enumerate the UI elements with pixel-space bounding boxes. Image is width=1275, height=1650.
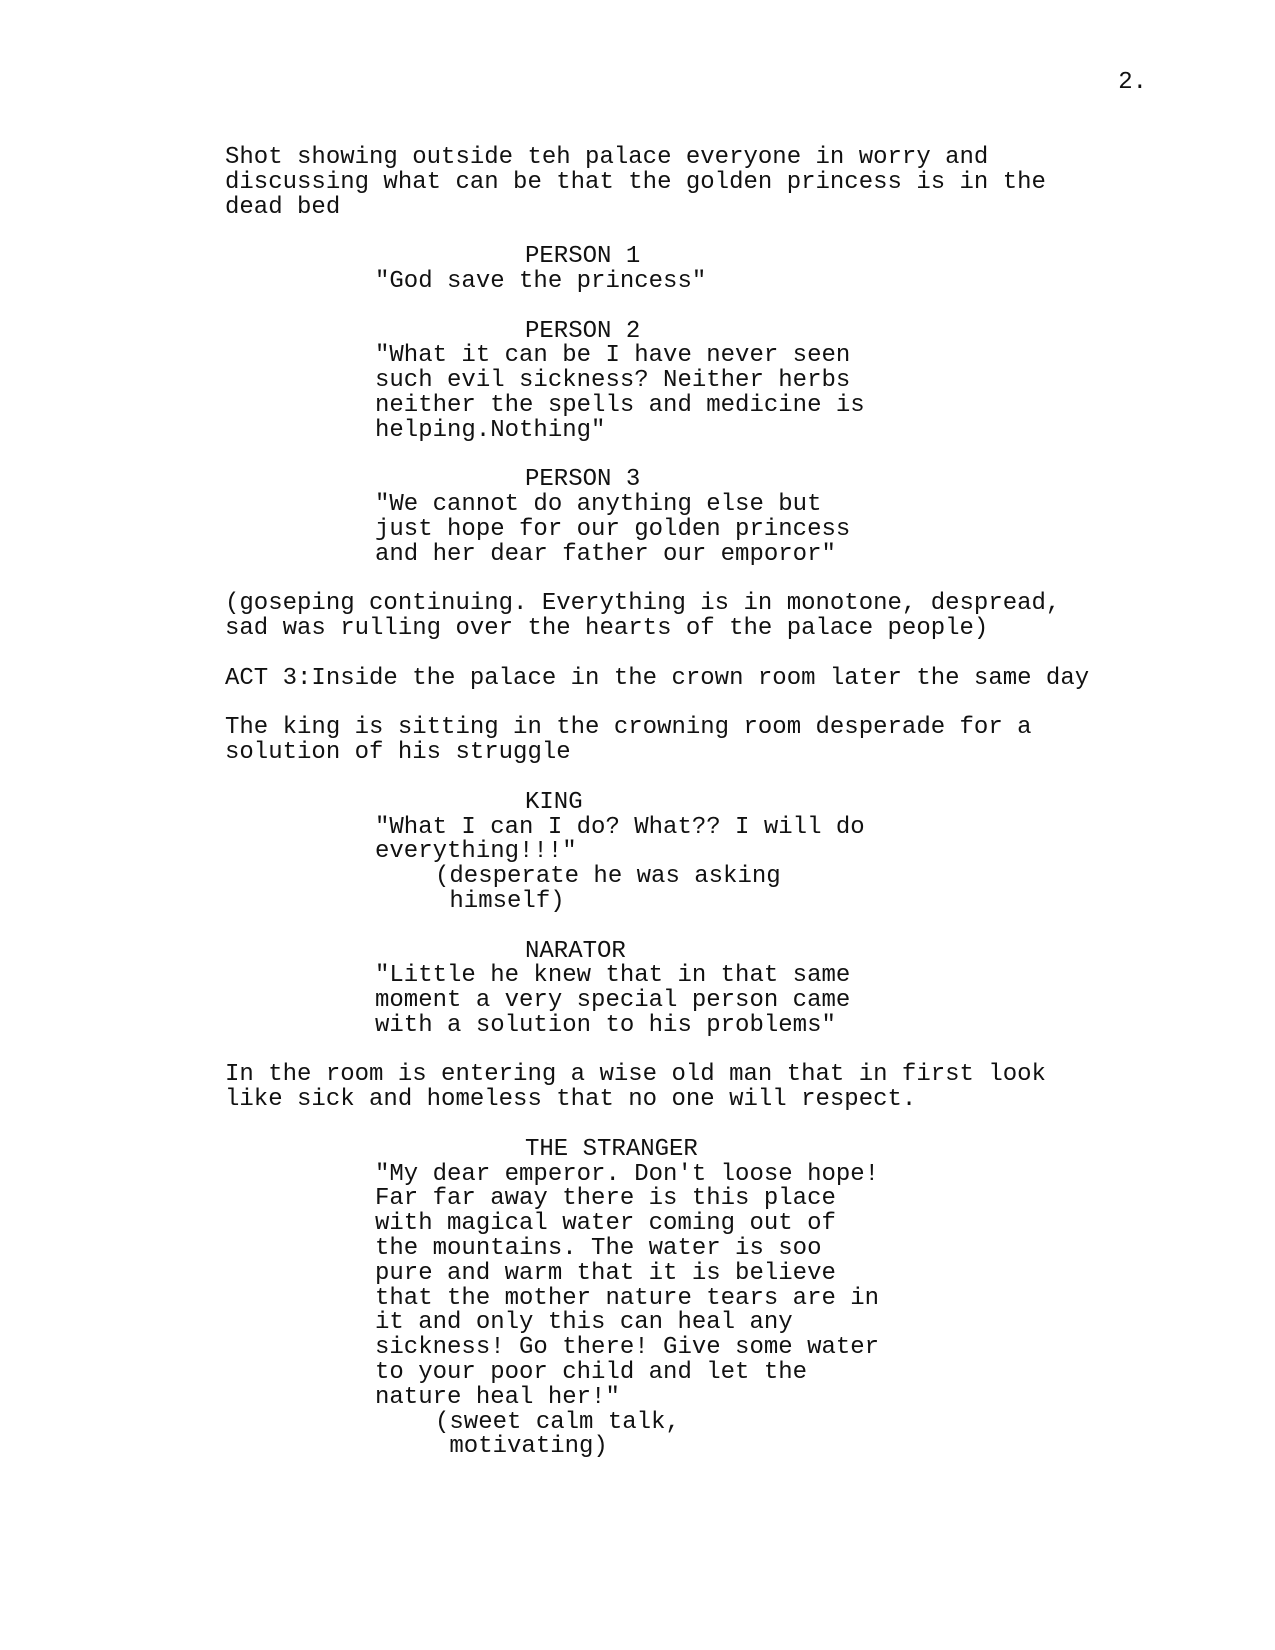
- dialogue-block-narator: [225, 937, 1125, 1039]
- dialogue-block-person-2: [225, 317, 1125, 444]
- character-name: PERSON 1: [525, 243, 641, 271]
- character-name: NARATOR: [525, 937, 626, 965]
- scene-heading: ACT 3:Inside the palace in the crown room later the same day: [225, 664, 1090, 692]
- character-name: PERSON 2: [525, 317, 641, 345]
- screenplay-page: [225, 146, 1125, 1485]
- dialogue-line: "God save the princess": [375, 267, 707, 295]
- action-king-sitting: The king is sitting in the crowning room desperade for a solution of his struggle: [225, 714, 1032, 767]
- dialogue-line: "We cannot do anything else but just hope for our golden princess and her dear father our emporor": [375, 491, 851, 568]
- parenthetical: (sweet calm talk, motivating): [435, 1408, 680, 1461]
- dialogue-block-king: [225, 788, 1125, 915]
- dialogue-block-person-3: [225, 468, 1125, 567]
- dialogue-line: "My dear emperor. Don't loose hope! Far far away there is this place with magical water coming out of the mountains. The water is soo pure and warm that it is believe that the mother nature tears are in it and only this can heal any sickness! Go there! Give some water to your poor child and let the nature heal her!": [375, 1160, 880, 1411]
- action-old-man-enters: In the room is entering a wise old man that in first look like sick and homeless that no one will respect.: [225, 1061, 1046, 1114]
- dialogue-line: "What it can be I have never seen such evil sickness? Neither herbs neither the spells and medicine is helping.Nothing": [375, 342, 865, 444]
- page-number: 2.: [1118, 69, 1147, 96]
- action-gossiping: (goseping continuing. Everything is in monotone, despread, sad was rulling over the hearts of the palace people): [225, 590, 1061, 643]
- character-name: PERSON 3: [525, 466, 641, 494]
- character-name: KING: [525, 788, 583, 816]
- dialogue-block-person-1: [225, 245, 1125, 295]
- dialogue-line: "Little he knew that in that same moment a very special person came with a solution to his problems": [375, 962, 851, 1039]
- action-outside-palace: Shot showing outside teh palace everyone in worry and discussing what can be that the golden princess is in the dead bed: [225, 144, 1046, 221]
- character-name: THE STRANGER: [525, 1135, 698, 1163]
- dialogue-block-stranger: [225, 1135, 1125, 1461]
- parenthetical: (desperate he was asking himself): [435, 863, 781, 915]
- dialogue-line: "What I can I do? What?? I will do everything!!!": [375, 813, 865, 866]
